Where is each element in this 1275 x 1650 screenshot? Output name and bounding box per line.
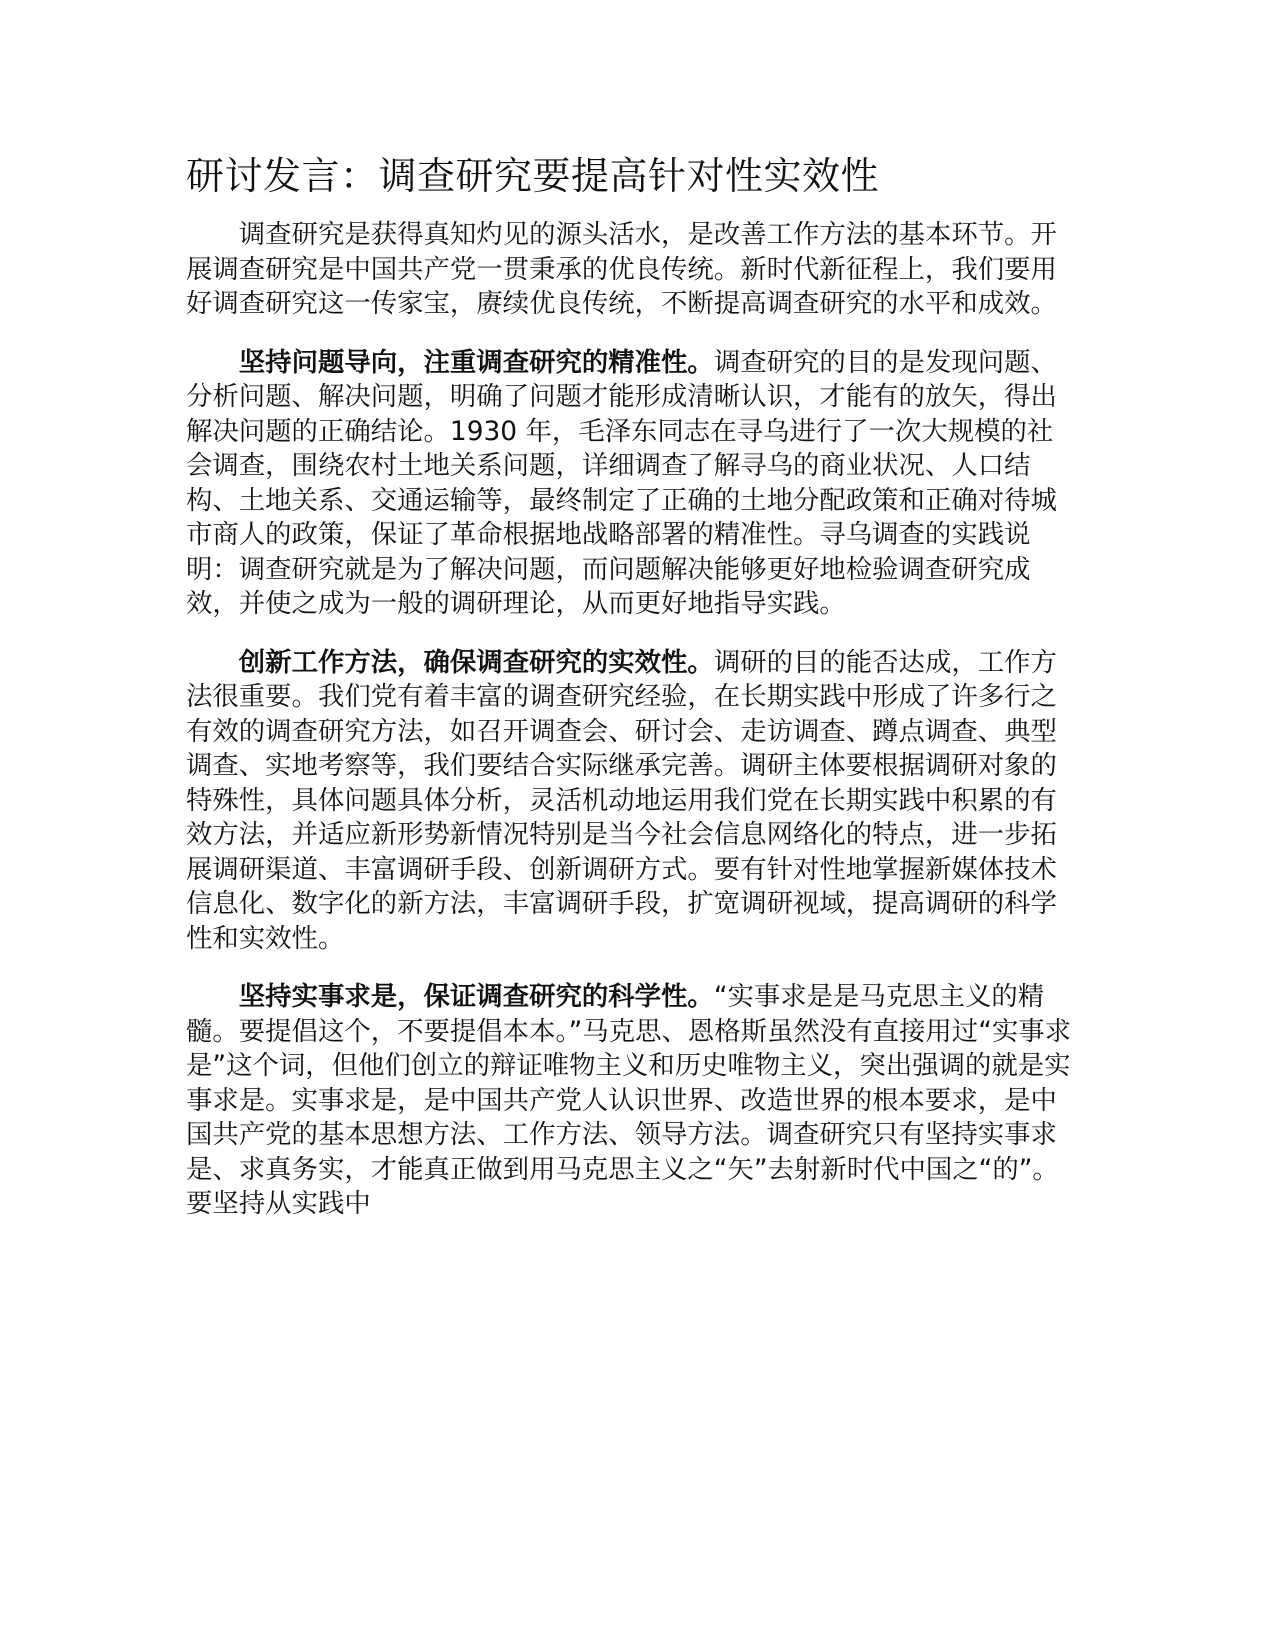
paragraph-lead: 创新工作方法，确保调查研究的实效性。 [238, 646, 714, 678]
paragraph-lead: 坚持实事求是，保证调查研究的科学性。 [238, 981, 714, 1012]
paragraph-intro [186, 218, 1072, 322]
paragraph-text: 调查研究是获得真知灼见的源头活水，是改善工作方法的基本环节。开展调查研究是中国共产党一贯秉承的优良传统。新时代新征程上，我们要用好调查研究这一传家宝，赓续优良传统，不断提高调查研究的水平和成效。 [186, 219, 1057, 319]
paragraph-text: 调研的目的能否达成，工作方法很重要。我们党有着丰富的调查研究经验，在长期实践中形成了许多行之有效的调查研究方法，如召开调查会、研讨会、走访调查、蹲点调查、典型调查、实地考察等，我们要结合实际继承完善。调研主体要根据调研对象的特殊性，具体问题具体分析，灵活机动地运用我们党在长期实践中积累的有效方法，并适应新形势新情况特别是当今社会信息网络化的特点，进一步拓展调研渠道、丰富调研手段、创新调研方式。要有针对性地掌握新媒体技术信息化、数字化的新方法，丰富调研手段，扩宽调研视域，提高调研的科学性和实效性。 [186, 646, 1057, 954]
paragraph-problem-orientation [186, 346, 1072, 622]
document-body [186, 218, 1072, 1246]
document-title: 研讨发言：调查研究要提高针对性实效性 [186, 154, 880, 198]
paragraph-seek-truth [186, 980, 1072, 1222]
paragraph-text: “实事求是是马克思主义的精髓。要提倡这个，不要提倡本本。”马克思、恩格斯虽然没有直接用过“实事求是”这个词，但他们创立的辩证唯物主义和历史唯物主义，突出强调的就是实事求是。实事求是，是中国共产党人认识世界、改造世界的根本要求，是中国共产党的基本思想方法、工作方法、领导方法。调查研究只有坚持实事求是、求真务实，才能真正做到用马克思主义之“矢”去射新时代中国之“的”。要坚持从实践中 [186, 981, 1072, 1219]
paragraph-text: 调查研究的目的是发现问题、分析问题、解决问题，明确了问题才能形成清晰认识，才能有的放矢，得出解决问题的正确结论。1930 年，毛泽东同志在寻乌进行了一次大规模的社会调查，围绕农村土地关系问题，详细调查了解寻乌的商业状况、人口结构、土地关系、交通运输等，最终制定了正确的土地分配政策和正确对待城市商人的政策，保证了革命根据地战略部署的精准性。寻乌调查的实践说明：调查研究就是为了解决问题，而问题解决能够更好地检验调查研究成效，并使之成为一般的调研理论，从而更好地指导实践。 [186, 346, 1057, 619]
paragraph-work-methods [186, 646, 1072, 957]
paragraph-lead: 坚持问题导向，注重调查研究的精准性。 [238, 346, 714, 378]
